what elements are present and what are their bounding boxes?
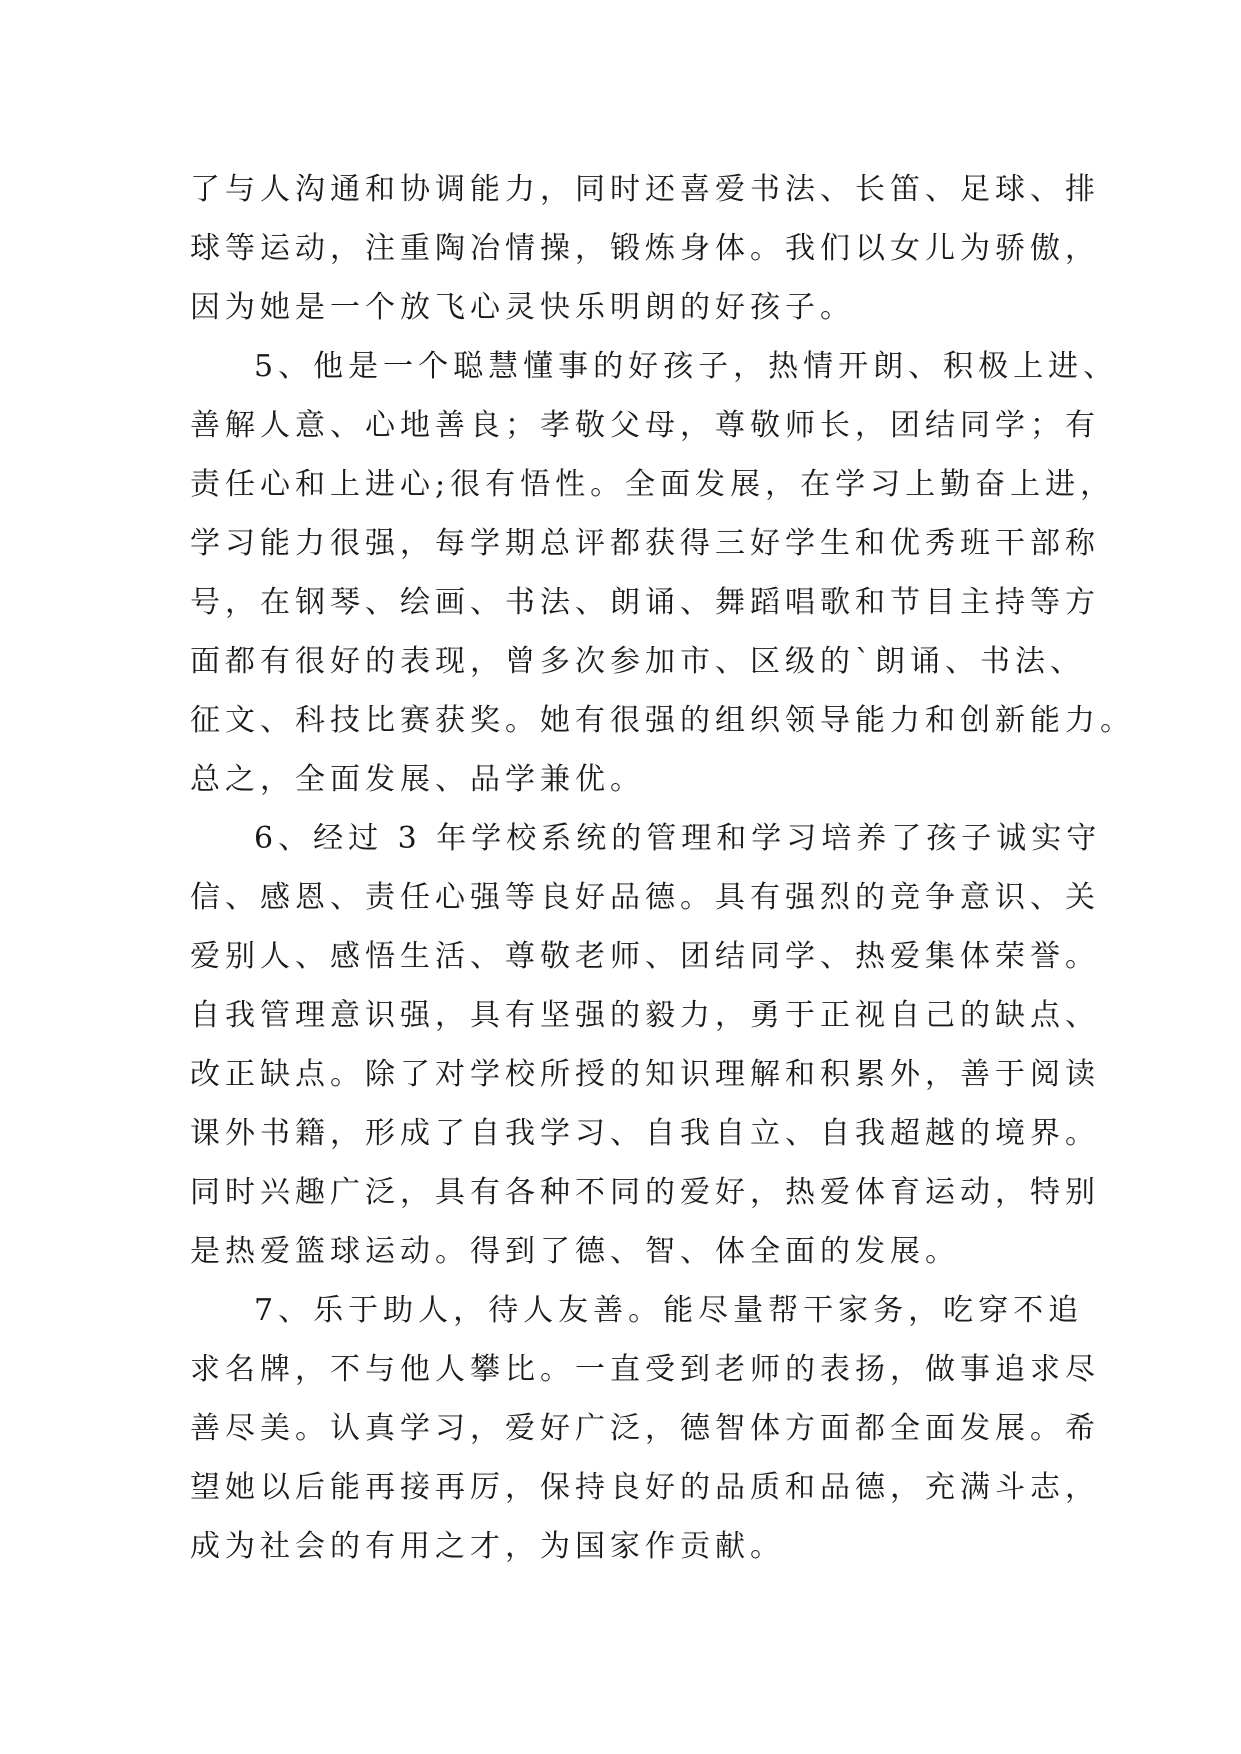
text-line: 了与人沟通和协调能力，同时还喜爱书法、长笛、足球、排 [190,172,1100,207]
text-line: 责任心和上进心;很有悟性。全面发展，在学习上勤奋上进， [190,467,1116,502]
text-line: 因为她是一个放飞心灵快乐明朗的好孩子。 [190,290,855,325]
paragraph-item-5 [190,337,1135,809]
document-body [190,160,1135,1576]
text-line: 信、感恩、责任心强等良好品德。具有强烈的竞争意识、关 [190,880,1100,915]
text-line: 总之，全面发展、品学兼优。 [190,762,645,797]
paragraph-item-7 [190,1281,1100,1576]
text-line: 是热爱篮球运动。得到了德、智、体全面的发展。 [190,1234,960,1269]
text-line: 望她以后能再接再厉，保持良好的品质和品德，充满斗志， [190,1470,1100,1505]
text-line: 号，在钢琴、绘画、书法、朗诵、舞蹈唱歌和节目主持等方 [190,585,1100,620]
text-line: 学习能力很强，每学期总评都获得三好学生和优秀班干部称 [190,526,1100,561]
text-line: 征文、科技比赛获奖。她有很强的组织领导能力和创新能力。 [190,703,1135,738]
text-line: 自我管理意识强，具有坚强的毅力，勇于正视自己的缺点、 [190,998,1100,1033]
paragraph-item-6 [190,809,1102,1281]
paragraph-continued [190,160,1100,337]
text-line: 成为社会的有用之才，为国家作贡献。 [190,1529,785,1564]
text-line: 善解人意、心地善良；孝敬父母，尊敬师长，团结同学；有 [190,408,1100,443]
text-line: 课外书籍，形成了自我学习、自我自立、自我超越的境界。 [190,1116,1100,1151]
text-line: 5、他是一个聪慧懂事的好孩子，热情开朗、积极上进、 [254,349,1119,384]
text-line: 6、经过 3 年学校系统的管理和学习培养了孩子诚实守 [254,821,1102,856]
text-line: 求名牌，不与他人攀比。一直受到老师的表扬，做事追求尽 [190,1352,1100,1387]
text-line: 面都有很好的表现，曾多次参加市、区级的`朗诵、书法、 [190,644,1085,679]
text-line: 7、乐于助人，待人友善。能尽量帮干家务，吃穿不追 [254,1293,1084,1328]
text-line: 爱别人、感悟生活、尊敬老师、团结同学、热爱集体荣誉。 [190,939,1100,974]
text-line: 善尽美。认真学习，爱好广泛，德智体方面都全面发展。希 [190,1411,1100,1446]
text-line: 球等运动，注重陶冶情操，锻炼身体。我们以女儿为骄傲， [190,231,1100,266]
text-line: 同时兴趣广泛，具有各种不同的爱好，热爱体育运动，特别 [190,1175,1100,1210]
text-line: 改正缺点。除了对学校所授的知识理解和积累外，善于阅读 [190,1057,1100,1092]
